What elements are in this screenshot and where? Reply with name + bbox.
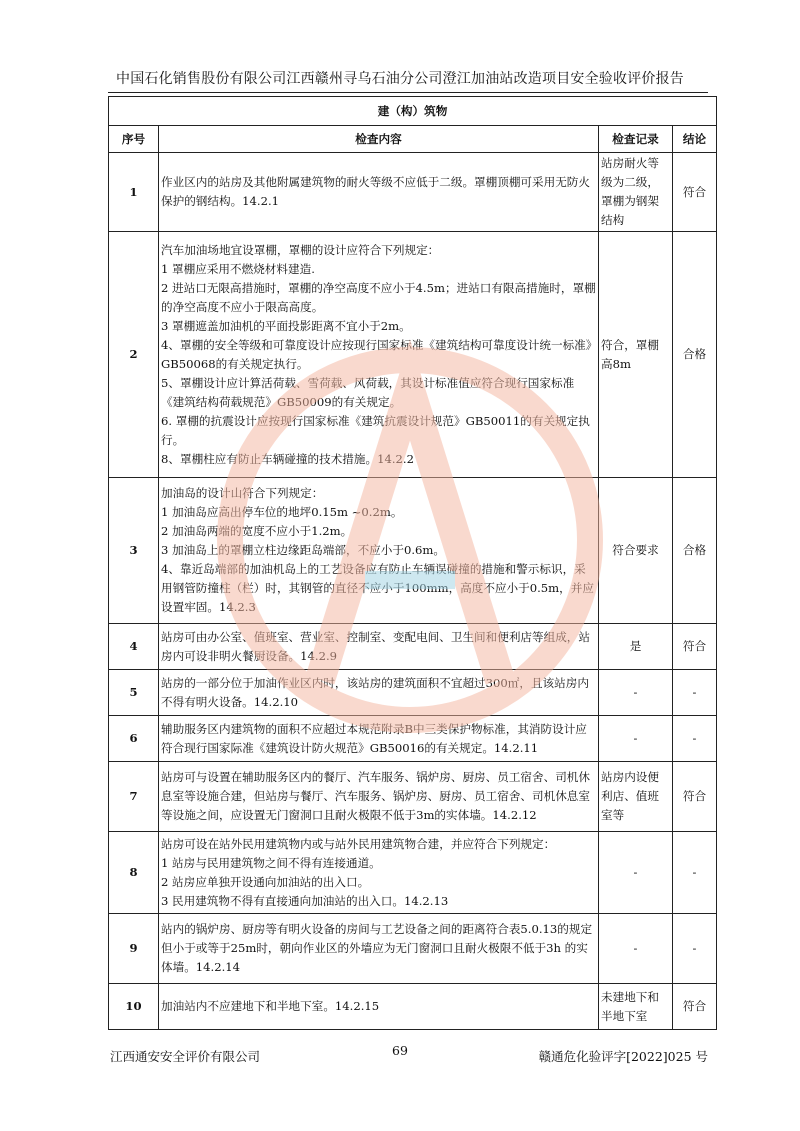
table-body <box>109 153 717 1030</box>
table-row <box>109 716 717 762</box>
column-header-content: 检查内容 <box>159 126 599 153</box>
content-line: 1 站房与民用建筑物之间不得有连接通道。 <box>161 855 381 870</box>
content-line: 站房可设在站外民用建筑物内或与站外民用建筑物合建，并应符合下列规定： <box>161 836 556 851</box>
row-record: 未建地下和半地下室 <box>599 984 673 1030</box>
row-conclusion: 符合 <box>673 984 717 1030</box>
row-record: - <box>599 670 673 716</box>
table-row <box>109 914 717 984</box>
row-content <box>159 478 599 624</box>
content-line: 3 罩棚遮盖加油机的平面投影距离不宜小于2m。 <box>161 318 411 333</box>
footer-doc-number: 赣通危化验评字[2022]025 号 <box>538 1049 708 1064</box>
row-conclusion: 符合 <box>673 762 717 832</box>
row-seq: 2 <box>109 232 159 478</box>
column-header-seq: 序号 <box>109 126 159 153</box>
row-content <box>159 762 599 832</box>
section-title: 建（构）筑物 <box>109 97 717 126</box>
content-line: 2 进站口无限高措施时，罩棚的净空高度不应小于4.5m；进站口有限高措施时，罩棚的净空高度不应小于限高高度。 <box>161 280 596 314</box>
row-record: 站房内设便利店、值班室等 <box>599 762 673 832</box>
row-seq: 1 <box>109 153 159 232</box>
row-record: 站房耐火等级为二级，罩棚为钢架结构 <box>599 153 673 232</box>
table-row <box>109 762 717 832</box>
content-line: 4、靠近岛端部的加油机岛上的工艺设备应有防止车辆误碰撞的措施和警示标识，采用钢管防撞柱（栏）时，其钢管的直径不应小于100mm，高度不应小于0.5m，并应设置牢固。14.2.3 <box>161 562 594 614</box>
content-line: 站房可与设置在辅助服务区内的餐厅、汽车服务、锅炉房、厨房、员工宿舍、司机休息室等设施合建，但站房与餐厅、汽车服务、锅炉房、厨房、员工宿舍、司机休息室等设施之间，应设置无门窗洞口且耐火极限不低于3m的实体墙。14.2.12 <box>161 770 590 822</box>
row-content <box>159 832 599 914</box>
row-seq: 6 <box>109 716 159 762</box>
row-record: - <box>599 716 673 762</box>
content-line: 站房的一部分位于加油作业区内时，该站房的建筑面积不宜超过300㎡，且该站房内不得有明火设备。14.2.10 <box>161 675 589 709</box>
content-line: 8、罩棚柱应有防止车辆碰撞的技术措施。14.2.2 <box>161 451 414 466</box>
row-conclusion: 合格 <box>673 478 717 624</box>
row-content <box>159 914 599 984</box>
row-record: - <box>599 832 673 914</box>
row-content <box>159 624 599 670</box>
content-line: 1 罩棚应采用不燃烧材料建造. <box>161 261 315 276</box>
content-line: 6. 罩棚的抗震设计应按现行国家标准《建筑抗震设计规范》GB50011的有关规定执行。 <box>161 413 590 447</box>
row-content <box>159 984 599 1030</box>
content-line: 汽车加油场地宜设罩棚，罩棚的设计应符合下列规定： <box>161 242 440 257</box>
content-line: 站内的锅炉房、厨房等有明火设备的房间与工艺设备之间的距离符合表5.0.13的规定但小于或等于25m时，朝向作业区的外墙应为无门窗洞口且耐火极限不低于3h 的实体墙。14.2.14 <box>161 922 593 974</box>
table-row <box>109 153 717 232</box>
content-line: 2 站房应单独开设通向加油站的出入口。 <box>161 874 370 889</box>
header-divider <box>108 92 708 93</box>
table-row <box>109 984 717 1030</box>
row-seq: 7 <box>109 762 159 832</box>
footer-company: 江西通安安全评价有限公司 <box>110 1049 261 1064</box>
table-row <box>109 478 717 624</box>
table-row <box>109 670 717 716</box>
content-line: 5、罩棚设计应计算活荷载、雪荷载、风荷载，其设计标准值应符合现行国家标准《建筑结构荷载规范》GB50009的有关规定。 <box>161 375 575 409</box>
content-line: 站房可由办公室、值班室、营业室、控制室、变配电间、卫生间和便利店等组成，站房内可设非明火餐厨设备。14.2.9 <box>161 629 590 663</box>
table-row <box>109 232 717 478</box>
content-line: 作业区内的站房及其他附属建筑物的耐火等级不应低于二级。罩棚顶棚可采用无防火保护的钢结构。14.2.1 <box>161 175 590 208</box>
row-seq: 9 <box>109 914 159 984</box>
table-row <box>109 832 717 914</box>
row-seq: 4 <box>109 624 159 670</box>
content-line: 辅助服务区内建筑物的面积不应超过本规范附录B中三类保护物标准，其消防设计应符合现行国家际准《建筑设计防火规范》GB50016的有关规定。14.2.11 <box>161 721 587 755</box>
inspection-table <box>108 96 717 1030</box>
page-header-title: 中国石化销售股份有限公司江西赣州寻乌石油分公司澄江加油站改造项目安全验收评价报告 <box>116 71 684 87</box>
content-line: 4、罩棚的安全等级和可靠度设计应按现行国家标准《建筑结构可靠度设计统一标准》GB50068的有关规定执行。 <box>161 337 592 371</box>
row-seq: 5 <box>109 670 159 716</box>
row-seq: 10 <box>109 984 159 1030</box>
row-conclusion: - <box>673 716 717 762</box>
content-line: 加油站内不应建地下和半地下室。14.2.15 <box>161 999 380 1013</box>
row-record: - <box>599 914 673 984</box>
row-content <box>159 153 599 232</box>
row-content <box>159 716 599 762</box>
row-seq: 8 <box>109 832 159 914</box>
table-row <box>109 624 717 670</box>
row-conclusion: - <box>673 670 717 716</box>
row-conclusion: 符合 <box>673 624 717 670</box>
content-line: 1 加油岛应高出停车位的地坪0.15m ~0.2m。 <box>161 505 403 519</box>
row-record: 符合，罩棚高8m <box>599 232 673 478</box>
content-line: 3 民用建筑物不得有直接通向加油站的出入口。14.2.13 <box>161 893 449 908</box>
row-conclusion: 符合 <box>673 153 717 232</box>
row-seq: 3 <box>109 478 159 624</box>
row-record: 符合要求 <box>599 478 673 624</box>
row-conclusion: - <box>673 914 717 984</box>
row-content <box>159 232 599 478</box>
content-line: 加油岛的设计山符合下列规定： <box>161 486 324 500</box>
footer-page-number: 69 <box>392 1043 408 1058</box>
column-header-conclusion: 结论 <box>673 126 717 153</box>
row-content <box>159 670 599 716</box>
row-conclusion: 合格 <box>673 232 717 478</box>
content-line: 3 加油岛上的罩棚立柱边缘距岛端部，不应小于0.6m。 <box>161 543 445 557</box>
row-conclusion: - <box>673 832 717 914</box>
column-header-record: 检查记录 <box>599 126 673 153</box>
content-line: 2 加油岛两端的宽度不应小于1.2m。 <box>161 524 353 538</box>
row-record: 是 <box>599 624 673 670</box>
